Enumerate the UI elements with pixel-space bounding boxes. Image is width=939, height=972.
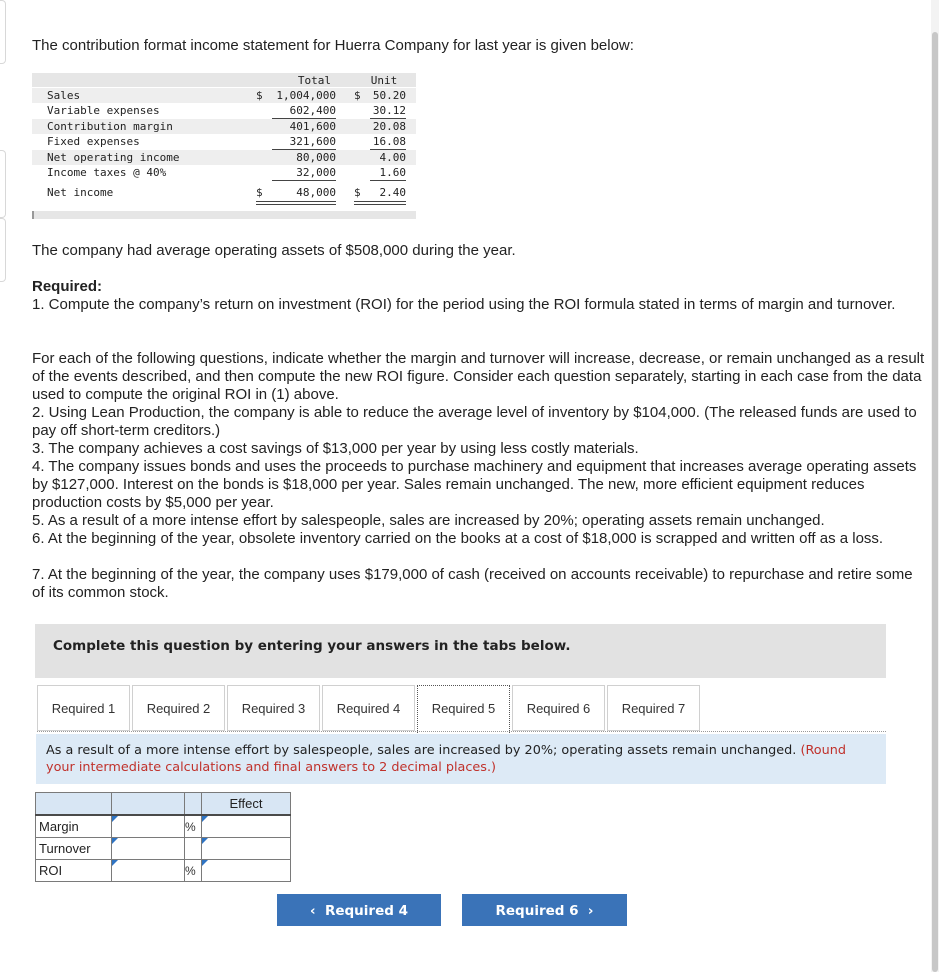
prev-button-label: Required 4 xyxy=(324,903,408,919)
chevron-left-icon: ‹ xyxy=(310,903,325,919)
turnover-value-field[interactable] xyxy=(112,838,184,859)
tab-divider xyxy=(37,731,886,732)
vertical-scrollbar[interactable] xyxy=(931,0,939,972)
required-heading: Required: xyxy=(32,278,103,295)
row-label-turnover: Turnover xyxy=(36,838,112,860)
turnover-unit xyxy=(185,838,202,860)
instruction-box xyxy=(36,734,886,784)
statement-row-fixed-expenses: Fixed expenses 321,600 16.08 xyxy=(47,135,406,148)
question-2: 2. Using Lean Production, the company is able to reduce the average level of inventory by $104,000. (The released funds are used to pay off short-term creditors.) xyxy=(32,404,917,439)
row-label-margin: Margin xyxy=(36,815,112,838)
margin-effect-field[interactable] xyxy=(202,816,290,837)
turnover-effect-select[interactable] xyxy=(202,838,291,860)
double-underline-total xyxy=(256,201,336,205)
tab-required-4[interactable]: Required 4 xyxy=(322,685,415,731)
header-blank-unit xyxy=(185,793,202,816)
statement-row-variable-expenses: Variable expenses 602,400 30.12 xyxy=(47,104,406,117)
side-panel-edge-low xyxy=(0,218,6,282)
turnover-effect-field[interactable] xyxy=(202,838,290,859)
followup-intro: For each of the following questions, indicate whether the margin and turnover will increase, decrease, or remain unchanged as a result of the events described, and then compute the new ROI figure. Consider each question separately, starting in each case from the data used to compute the original ROI in (1) above. xyxy=(32,350,925,403)
tab-required-5[interactable]: Required 5 xyxy=(417,685,510,733)
margin-value-field[interactable] xyxy=(112,816,184,837)
prev-required-4-button[interactable] xyxy=(277,894,441,926)
roi-effect-field[interactable] xyxy=(202,860,290,881)
question-5: 5. As a result of a more intense effort by salespeople, sales are increased by 20%; operating assets remain unchanged. xyxy=(32,512,825,529)
tab-bar xyxy=(37,685,887,733)
roi-unit: % xyxy=(185,860,202,882)
side-panel-edge-mid xyxy=(0,150,6,218)
input-flag-icon xyxy=(112,816,118,822)
row-label-roi: ROI xyxy=(36,860,112,882)
tab-required-2[interactable]: Required 2 xyxy=(132,685,225,731)
roi-value-field[interactable] xyxy=(112,860,184,881)
header-blank-label xyxy=(36,793,112,816)
header-total: Total xyxy=(297,74,331,87)
statement-row-contribution-margin: Contribution margin 401,600 20.08 xyxy=(32,119,416,134)
tab-required-6[interactable]: Required 6 xyxy=(512,685,605,731)
roi-effect-select[interactable] xyxy=(202,860,291,882)
intro-text: The contribution format income statement for Huerra Company for last year is given below: xyxy=(32,37,634,54)
roi-value-input[interactable] xyxy=(112,860,185,882)
select-flag-icon xyxy=(202,838,208,844)
complete-prompt-box xyxy=(35,624,886,678)
tab-required-7[interactable]: Required 7 xyxy=(607,685,700,731)
double-underline-unit xyxy=(354,201,406,205)
statement-row-income-taxes: Income taxes @ 40% 32,000 1.60 xyxy=(47,166,406,179)
question-6: 6. At the beginning of the year, obsolete inventory carried on the books at a cost of $18,000 is scrapped and written off as a loss. xyxy=(32,530,884,547)
margin-value-input[interactable] xyxy=(112,815,185,838)
margin-unit: % xyxy=(185,815,202,838)
underline-unit-3 xyxy=(370,180,406,181)
statement-row-sales: Sales $ 1,004,000 $ 50.20 xyxy=(32,88,416,103)
turnover-value-input[interactable] xyxy=(112,838,185,860)
tab-required-3[interactable]: Required 3 xyxy=(227,685,320,731)
next-button-label: Required 6 xyxy=(495,903,579,919)
input-flag-icon xyxy=(112,838,118,844)
header-effect: Effect xyxy=(202,793,291,816)
income-statement xyxy=(32,73,416,219)
statement-row-net-income: Net income $ 48,000 $ 2.40 xyxy=(47,186,406,199)
input-flag-icon xyxy=(112,860,118,866)
next-required-6-button[interactable] xyxy=(462,894,627,926)
question-4: 4. The company issues bonds and uses the proceeds to purchase machinery and equipment that increases average operating assets by $127,000. Interest on the bonds is $18,000 per year. Sales remain unchanged. The new, more efficient equipment reduces production costs by $5,000 per year. xyxy=(32,458,917,511)
select-flag-icon xyxy=(202,860,208,866)
complete-prompt: Complete this question by entering your answers in the tabs below. xyxy=(53,638,571,654)
underline-total-3 xyxy=(272,180,336,181)
statement-footer-bar xyxy=(32,211,416,219)
question-7: 7. At the beginning of the year, the company uses $179,000 of cash (received on accounts receivable) to repurchase and retire some of its common stock. xyxy=(32,566,913,601)
select-flag-icon xyxy=(202,816,208,822)
statement-row-net-operating-income: Net operating income 80,000 4.00 xyxy=(32,150,416,165)
answer-table xyxy=(35,792,291,882)
header-unit: Unit xyxy=(352,74,416,87)
header-blank-value xyxy=(112,793,185,816)
tab-required-1[interactable]: Required 1 xyxy=(37,685,130,731)
scrollbar-thumb[interactable] xyxy=(932,32,938,972)
margin-effect-select[interactable] xyxy=(202,815,291,838)
instruction-text: As a result of a more intense effort by salespeople, sales are increased by 20%; operating assets remain unchanged. (Round your intermediate calculations and final answers to 2 decimal places.) xyxy=(46,743,846,775)
required-1-text: 1. Compute the company’s return on investment (ROI) for the period using the ROI formula stated in terms of margin and turnover. xyxy=(32,296,896,313)
side-panel-edge-top xyxy=(0,0,6,64)
rounding-note: (Round your intermediate calculations and final answers to 2 decimal places.) xyxy=(46,743,846,775)
question-3: 3. The company achieves a cost savings of $13,000 per year by using less costly materials. xyxy=(32,440,639,457)
chevron-right-icon: › xyxy=(578,903,594,919)
assets-text: The company had average operating assets of $508,000 during the year. xyxy=(32,242,516,259)
